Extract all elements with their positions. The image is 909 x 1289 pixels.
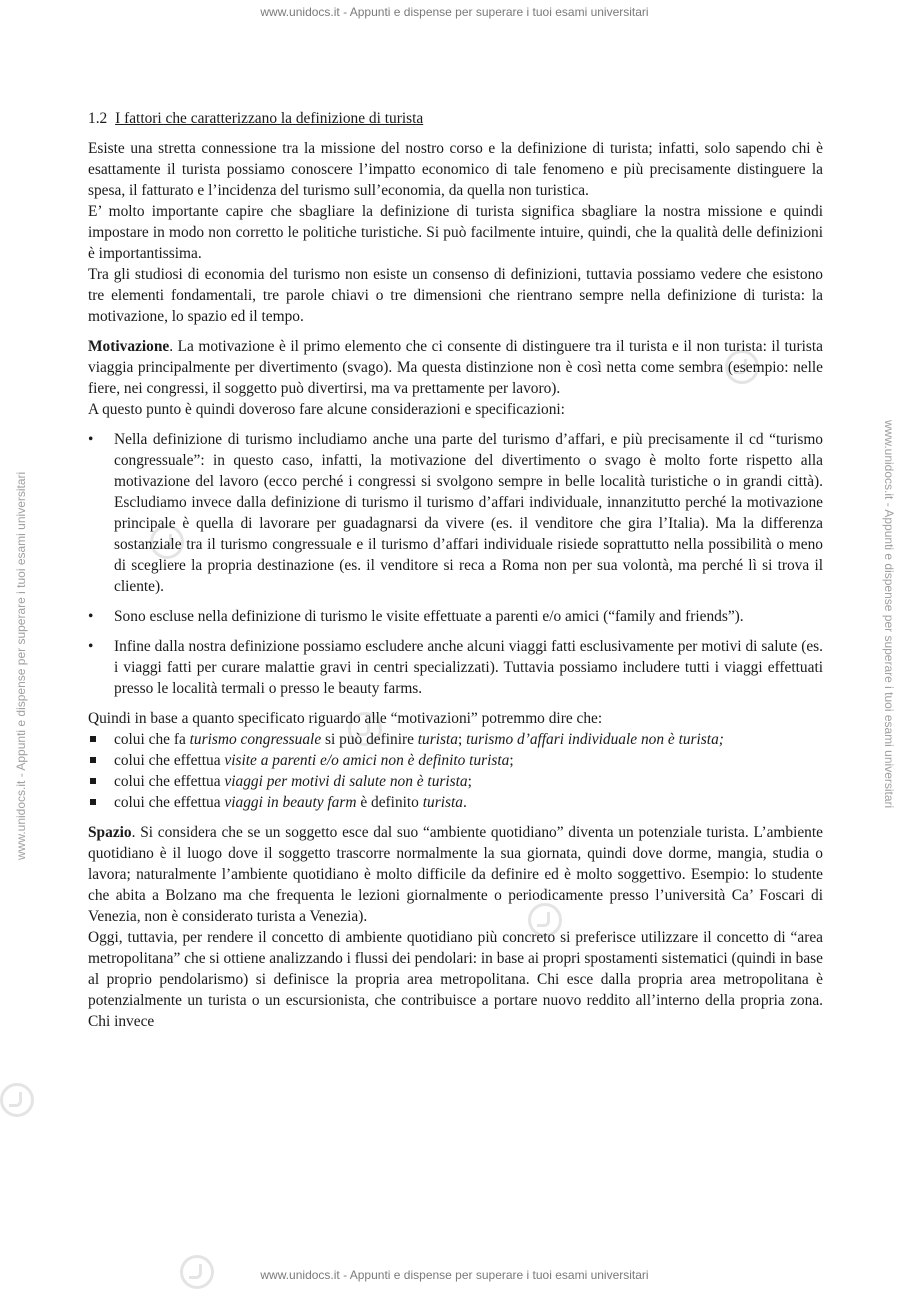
motivazione-heading: Motivazione bbox=[88, 338, 170, 355]
list-item: colui che effettua visite a parenti e/o amici non è definito turista; bbox=[88, 750, 823, 771]
paragraph: E’ molto importante capire che sbagliare la definizione di turista significa sbagliare la nostra missione e quindi impostare in modo non corretto le politiche turistiche. Si può facilmente intuire, quindi, che la qualità delle definizioni è importantissima. bbox=[88, 203, 823, 262]
paragraph: Esiste una stretta connessione tra la missione del nostro corso e la definizione di turista; infatti, solo sapendo chi è esattamente il turista possiamo conoscere l’impatto economico di tale fenomeno e più precisamente distinguere la spesa, il fatturato e l’incidenza del turismo sull’economia, da quella non turistica. bbox=[88, 140, 823, 199]
section-number: 1.2 bbox=[88, 110, 108, 127]
watermark-header: www.unidocs.it - Appunti e dispense per superare i tuoi esami universitari bbox=[260, 5, 649, 19]
unidocs-logo-icon bbox=[0, 1083, 34, 1117]
bullet-list bbox=[88, 429, 823, 699]
list-item: colui che fa turismo congressuale si può definire turista; turismo d’affari individuale non è turista; bbox=[88, 729, 823, 750]
list-item: • Nella definizione di turismo includiamo anche una parte del turismo d’affari, e più precisamente il cd “turismo congressuale”: in questo caso, infatti, la motivazione del divertimento o svago è molto forte rispetto alla motivazione del lavoro (ecco perché i congressi si svolgono sempre in belle località turistiche o in grandi città). Escludiamo invece dalla definizione di turismo il turismo d’affari individuale, innanzitutto perché la motivazione principale è quella di lavorare per guadagnarsi da vivere (es. il venditore che gira l’Italia). Ma la differenza sostanziale tra il turismo congressuale e il turismo d’affari individuale risiede soprattutto nella possibilità o meno di scegliere la propria destinazione (es. il venditore si reca a Roma non per sua volontà, ma perché lì si trova il cliente). bbox=[88, 429, 823, 597]
section-title-text: I fattori che caratterizzano la definizione di turista bbox=[115, 110, 424, 127]
watermark-side-left: www.unidocs.it - Appunti e dispense per superare i tuoi esami universitari bbox=[14, 471, 28, 860]
spazio-heading: Spazio bbox=[88, 824, 132, 841]
list-item: colui che effettua viaggi in beauty farm è definito turista. bbox=[88, 792, 823, 813]
list-item: colui che effettua viaggi per motivi di salute non è turista; bbox=[88, 771, 823, 792]
motivazione-paragraph: Motivazione. La motivazione è il primo elemento che ci consente di distinguere tra il turista e il non turista: il turista viaggia principalmente per divertimento (svago). Ma questa distinzione non è così netta come sembra (esempio: nelle fiere, nei congressi, il soggetto può divertirsi, ma va prettamente per lavoro). bbox=[88, 338, 823, 397]
document-body bbox=[88, 108, 823, 1032]
list-item: • Infine dalla nostra definizione possiamo escludere anche alcuni viaggi fatti esclusivamente per motivi di salute (es. i viaggi fatti per curare malattie gravi in centri specializzati). Tuttavia possiamo includere tutti i viaggi effettuati presso le località termali o presso le beauty farms. bbox=[88, 636, 823, 699]
list-item: • Sono escluse nella definizione di turismo le visite effettuate a parenti e/o amici (“family and friends”). bbox=[88, 606, 823, 627]
paragraph: A questo punto è quindi doveroso fare alcune considerazioni e specificazioni: bbox=[88, 401, 565, 418]
section-title bbox=[88, 108, 823, 129]
paragraph: Oggi, tuttavia, per rendere il concetto di ambiente quotidiano più concreto si preferisce utilizzare il concetto di “area metropolitana” che si ottiene analizzando i flussi dei pendolari: in base ai propri spostamenti sistematici (quindi in base al proprio pendolarismo) si definisce la propria area metropolitana. Chi esce dalla propria area metropolitana è potenzialmente un turista o un escursionista, che contribuisce a portare nuovo reddito all’interno della propria zona. Chi invece bbox=[88, 929, 823, 1030]
watermark-footer: www.unidocs.it - Appunti e dispense per superare i tuoi esami universitari bbox=[260, 1268, 649, 1282]
spazio-paragraph: Spazio. Si considera che se un soggetto esce dal suo “ambiente quotidiano” diventa un potenziale turista. L’ambiente quotidiano è il luogo dove il soggetto trascorre normalmente la sua giornata, quindi dove dorme, mangia, studia o lavora; naturalmente l’ambiente quotidiano è molto difficile da definire ed è molto soggettivo. Esempio: lo studente che abita a Bolzano ma che frequenta le lezioni giornalmente o periodicamente presso l’università Ca’ Foscari di Venezia, non è considerato turista a Venezia). bbox=[88, 824, 823, 925]
watermark-side-right: www.unidocs.it - Appunti e dispense per superare i tuoi esami universitari bbox=[882, 420, 896, 809]
paragraph: Tra gli studiosi di economia del turismo non esiste un consenso di definizioni, tuttavia possiamo vedere che esistono tre elementi fondamentali, tre parole chiavi o tre dimensioni che rientrano sempre nella definizione di turista: la motivazione, lo spazio ed il tempo. bbox=[88, 266, 823, 325]
summary-list bbox=[88, 729, 823, 813]
paragraph: Quindi in base a quanto specificato riguardo alle “motivazioni” potremmo dire che: bbox=[88, 710, 603, 727]
